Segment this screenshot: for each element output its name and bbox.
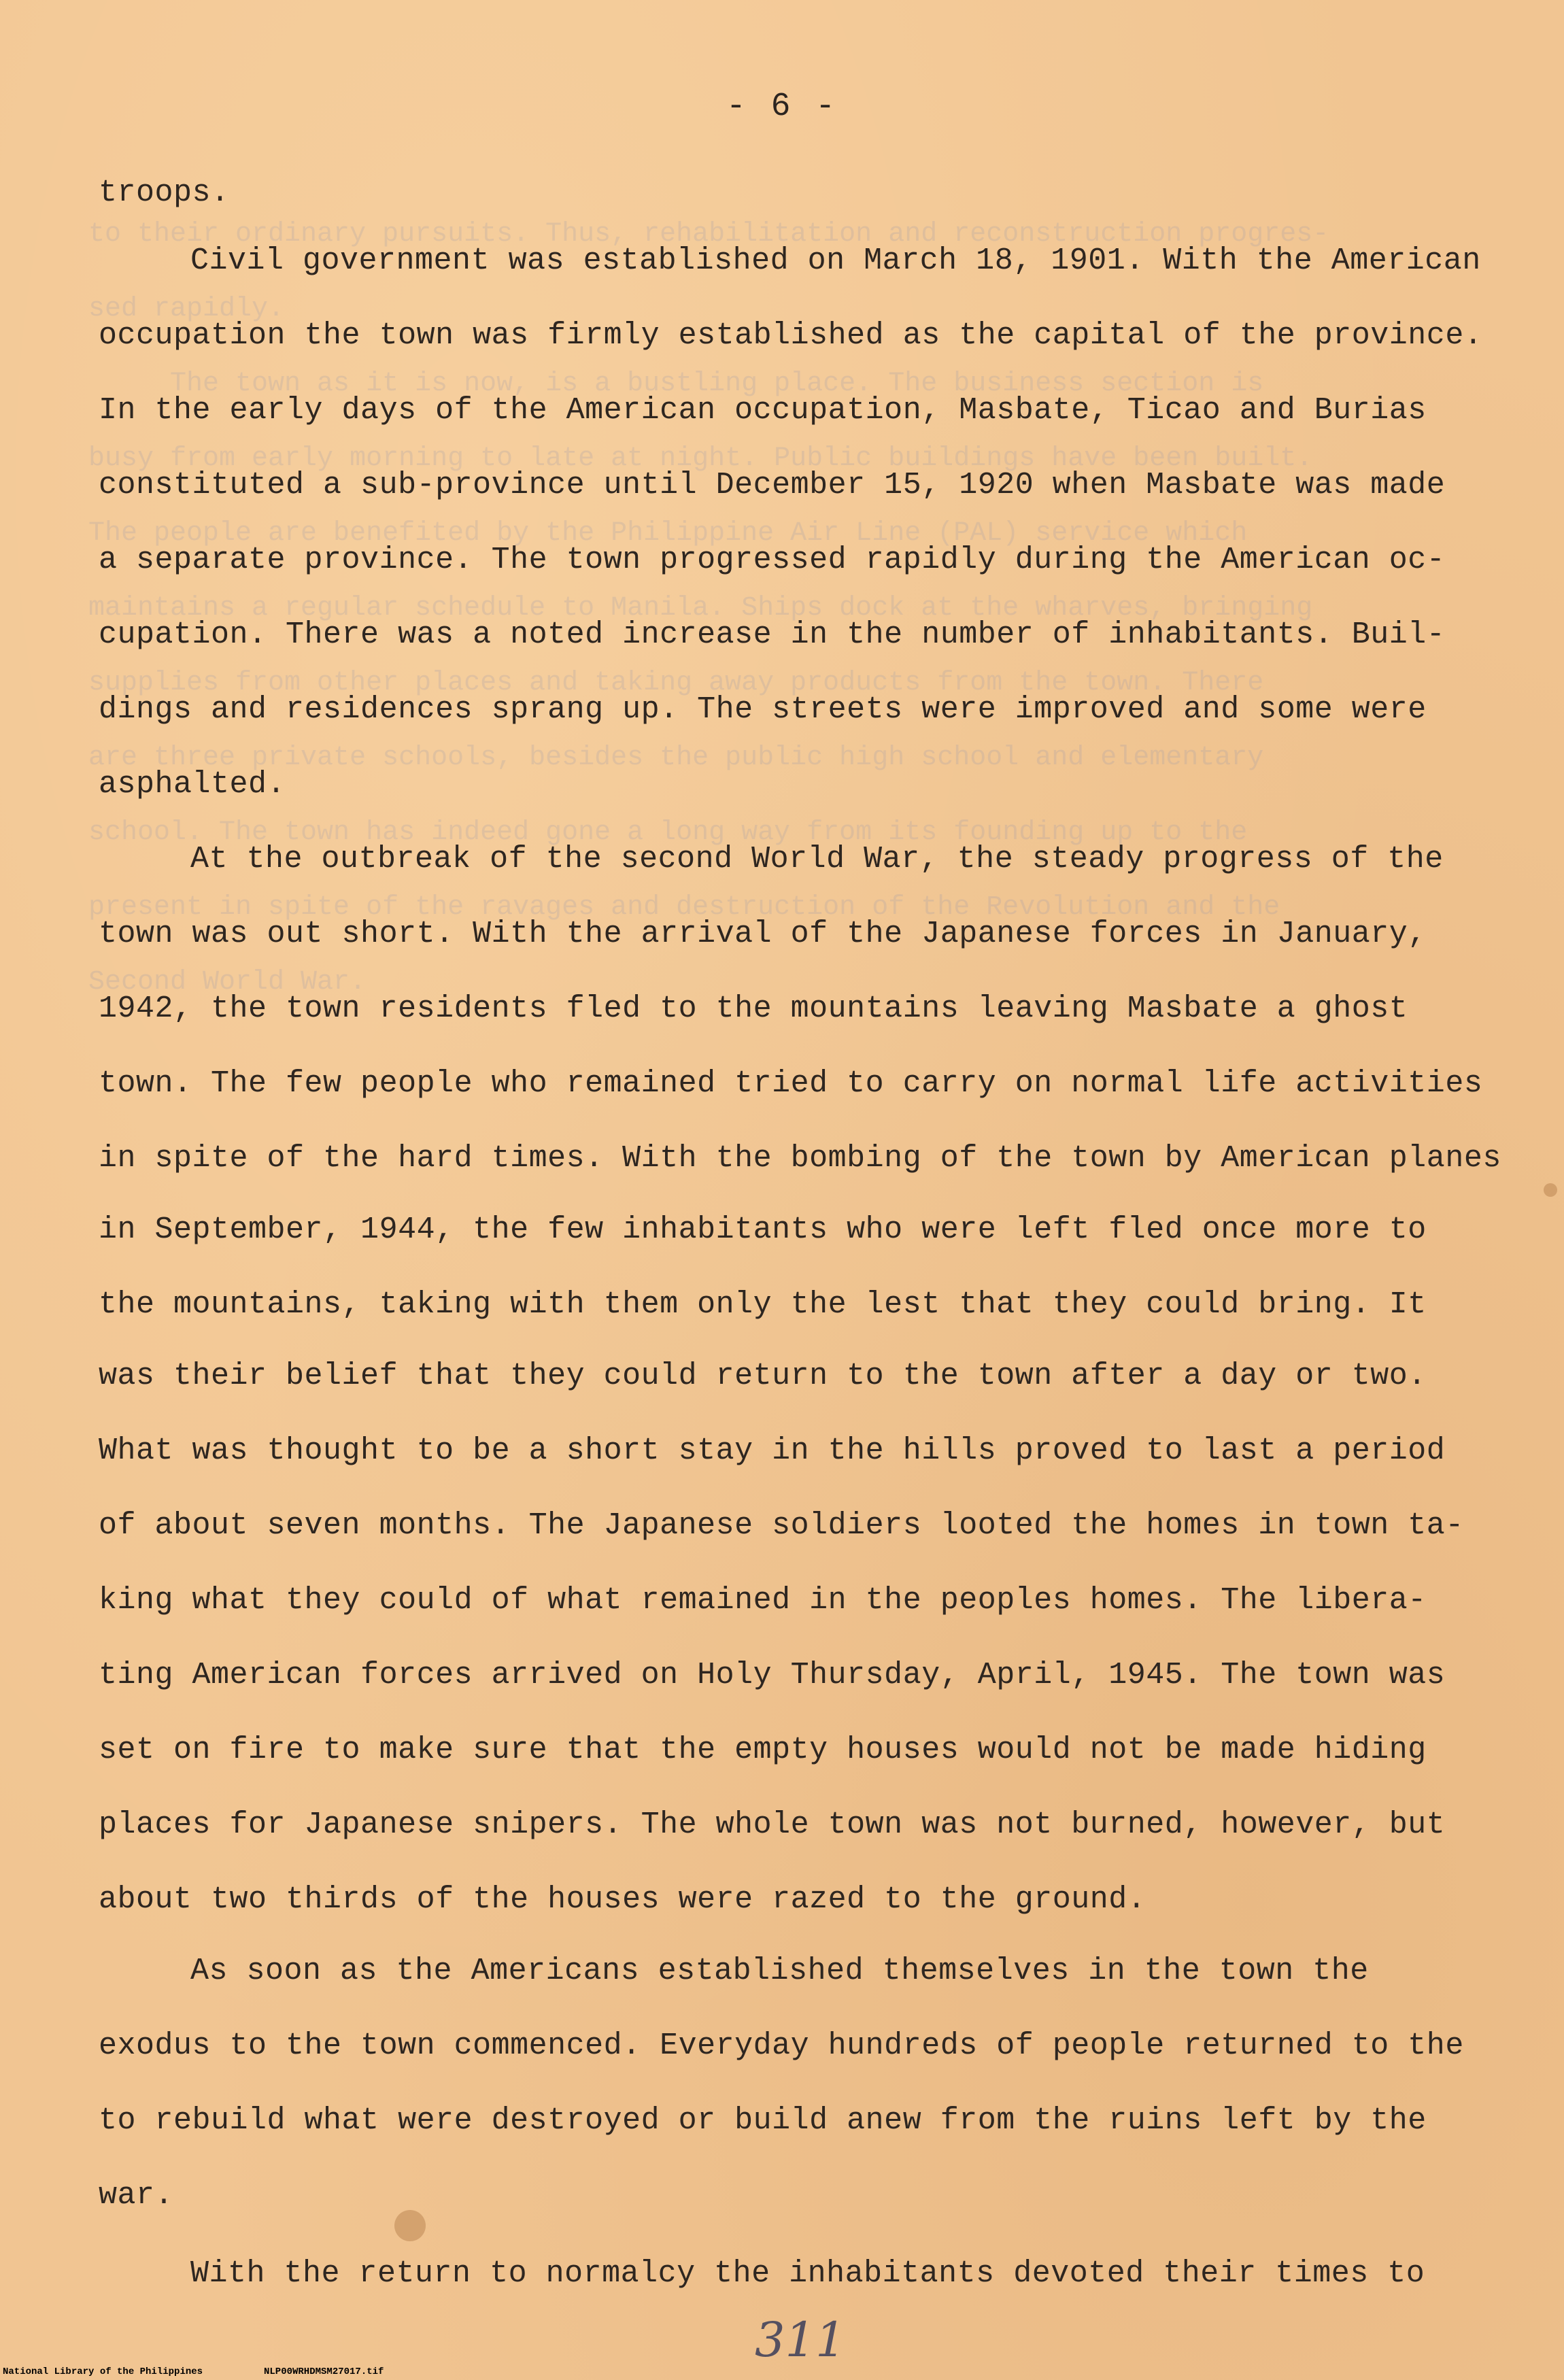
text-line: king what they could of what remained in the peoples homes. The libera- — [99, 1583, 1427, 1618]
text-line: exodus to the town commenced. Everyday hundreds of people returned to the — [99, 2028, 1464, 2063]
footer-library-name: National Library of the Philippines — [3, 2366, 203, 2377]
footer-file-name: NLP00WRHDMSM27017.tif — [264, 2366, 384, 2377]
ink-stain — [394, 2210, 426, 2241]
text-line: constituted a sub-province until December 15, 1920 when Masbate was made — [99, 468, 1446, 503]
text-line: At the outbreak of the second World War, the steady progress of the — [190, 842, 1444, 877]
text-line: the mountains, taking with them only the lest that they could bring. It — [99, 1287, 1427, 1322]
text-line: places for Japanese snipers. The whole town was not burned, however, but — [99, 1807, 1446, 1842]
text-line: about two thirds of the houses were razed to the ground. — [99, 1882, 1146, 1917]
text-line: dings and residences sprang up. The streets were improved and some were — [99, 692, 1427, 727]
text-line: cupation. There was a noted increase in the number of inhabitants. Buil- — [99, 617, 1446, 652]
bleed-through-text: to their ordinary pursuits. Thus, rehabilitation and reconstruction progres- sed rapidly. The town as it is now, is a bustling place. The business section is busy from early morning to late at night. Public buildings have been built. The people are benefited by the Philippine Air Line (PAL) service which maintains a regular schedule to Manila. Ships dock at the wharves, bringing supplies from other places and taking away products from the town. There are three private schools, besides the public high school and elementary school. The town has indeed gone a long way from its founding up to the present in spite of the ravages and destruction of the Revolution and the Second World War. — [88, 219, 1329, 998]
text-line: What was thought to be a short stay in the hills proved to last a period — [99, 1433, 1446, 1468]
text-line: With the return to normalcy the inhabitants devoted their times to — [190, 2256, 1425, 2291]
text-line: town was out short. With the arrival of the Japanese forces in January, — [99, 917, 1427, 951]
text-line: troops. — [99, 175, 230, 210]
text-line: ting American forces arrived on Holy Thursday, April, 1945. The town was — [99, 1658, 1446, 1693]
text-line: war. — [99, 2178, 174, 2213]
text-line: in spite of the hard times. With the bombing of the town by American planes — [99, 1141, 1501, 1176]
text-line: in September, 1944, the few inhabitants who were left fled once more to — [99, 1212, 1427, 1247]
text-line: a separate province. The town progressed rapidly during the American oc- — [99, 543, 1446, 577]
text-line: In the early days of the American occupation, Masbate, Ticao and Burias — [99, 393, 1427, 428]
text-line: 1942, the town residents fled to the mountains leaving Masbate a ghost — [99, 991, 1408, 1026]
text-line: Civil government was established on March 18, 1901. With the American — [190, 243, 1481, 278]
text-line: was their belief that they could return to the town after a day or two. — [99, 1359, 1427, 1393]
text-line: set on fire to make sure that the empty houses would not be made hiding — [99, 1733, 1427, 1767]
page-number: - 6 - — [726, 88, 838, 125]
text-line: occupation the town was firmly established as the capital of the province. — [99, 318, 1483, 353]
text-line: asphalted. — [99, 767, 286, 802]
text-line: to rebuild what were destroyed or build anew from the ruins left by the — [99, 2103, 1427, 2138]
ink-stain — [1544, 1183, 1557, 1197]
text-line: As soon as the Americans established themselves in the town the — [190, 1954, 1369, 1988]
text-line: town. The few people who remained tried to carry on normal life activities — [99, 1066, 1483, 1101]
text-line: of about seven months. The Japanese soldiers looted the homes in town ta- — [99, 1508, 1464, 1543]
handwritten-page-number: 311 — [755, 2312, 846, 2368]
